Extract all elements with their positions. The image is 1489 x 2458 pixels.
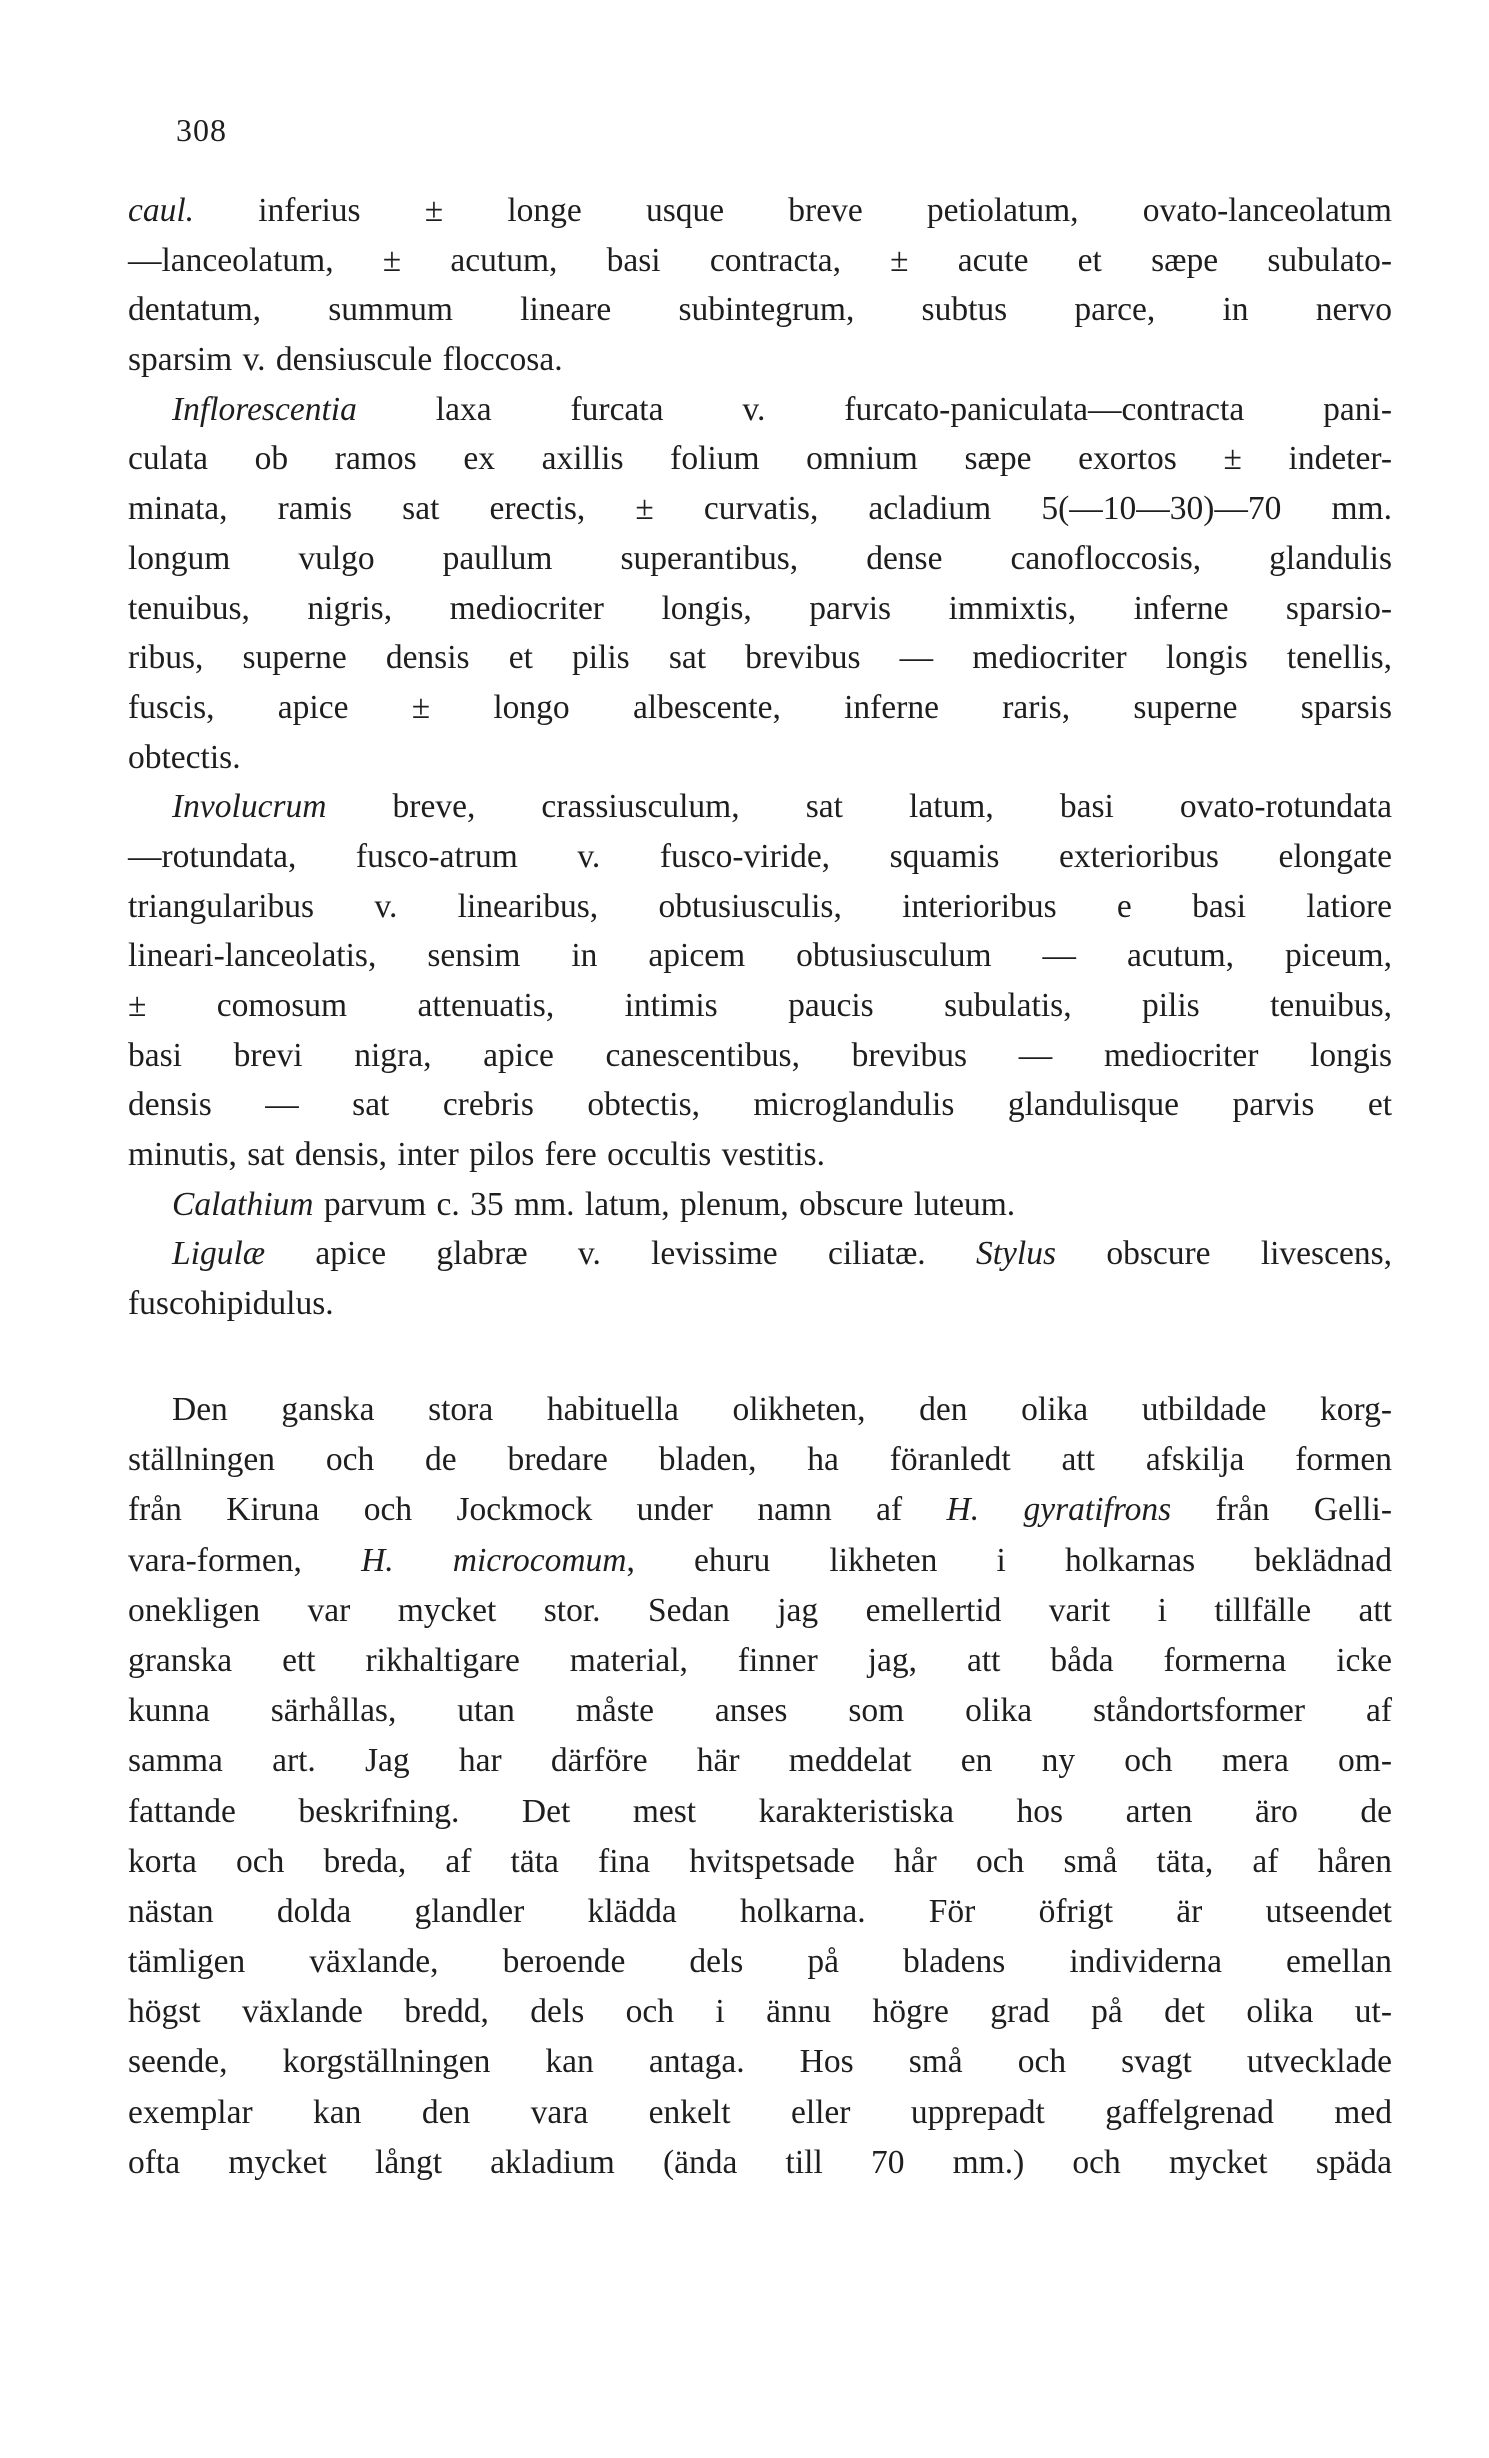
swedish-commentary [128,1385,1392,2188]
text-run: samma art. Jag har därföre här meddelat en ny och mera om- [128,1742,1392,1780]
text-run: basi brevi nigra, apice canescentibus, brevibus — mediocriter longis [128,1036,1392,1074]
text-run: lineari-lanceolatis, sensim in apicem obtusiusculum — acutum, piceum, [128,937,1392,975]
text-run: fuscohipidulus. [128,1285,334,1323]
italic-term: Ligulæ [172,1235,266,1273]
swedish-text-line [128,1686,1392,1736]
latin-text-line [128,1130,1392,1180]
text-run: ofta mycket långt akladium (ända till 70 mm.) och mycket späda [128,2143,1392,2181]
latin-text-line [128,1229,1392,1279]
text-run: fattande beskrifning. Det mest karakteristiska hos arten äro de [128,1792,1392,1830]
swedish-text-line [128,1837,1392,1887]
latin-text-line [128,434,1392,484]
text-run: granska ett rikhaltigare material, finner jag, att båda formerna icke [128,1641,1392,1679]
swedish-text-line [128,1937,1392,1987]
swedish-text-line [128,1485,1392,1535]
latin-text-line [128,484,1392,534]
italic-term: Inflorescentia [172,390,357,428]
text-run: exemplar kan den vara enkelt eller upprepadt gaffelgrenad med [128,2093,1392,2131]
italic-term: caul. [128,192,195,229]
swedish-text-line [128,2088,1392,2138]
swedish-text-line [128,2037,1392,2087]
italic-term: Involucrum [172,788,327,826]
latin-text-line [128,633,1392,683]
latin-text-line [128,335,1392,385]
text-run: longum vulgo paullum superantibus, dense canofloccosis, glandulis [128,539,1392,577]
text-run: densis — sat crebris obtectis, microglandulis glandulisque parvis et [128,1086,1392,1124]
swedish-text-line [128,1385,1392,1435]
latin-text-line [128,981,1392,1031]
text-run: onekligen var mycket stor. Sedan jag emellertid varit i tillfälle att [128,1591,1392,1629]
text-run: Den ganska stora habituella olikheten, den olika utbildade korg- [172,1391,1392,1428]
text-run: minata, ramis sat erectis, ± curvatis, acladium 5(—10—30)—70 mm. [128,490,1392,528]
text-run: apice glabræ v. levissime ciliatæ. [265,1235,976,1273]
italic-term: H. microcomum [361,1541,627,1579]
latin-text-line [128,683,1392,733]
text-run: inferius ± longe usque breve petiolatum, ovato-lanceolatum [194,192,1392,229]
latin-text-line [128,534,1392,584]
italic-term: H. gyratifrons [946,1491,1172,1529]
latin-text-line [128,1279,1392,1329]
text-run: nästan dolda glandler klädda holkarna. För öfrigt är utseendet [128,1892,1392,1930]
text-run: kunna särhållas, utan måste anses som olika ståndortsformer af [128,1692,1392,1730]
italic-term: Calathium [172,1185,314,1223]
swedish-text-line [128,1787,1392,1837]
swedish-text-line [128,1887,1392,1937]
latin-description [128,186,1392,1329]
latin-text-line [128,782,1392,832]
text-run: minutis, sat densis, inter pilos fere occultis vestitis. [128,1136,825,1174]
latin-text-line [128,186,1392,236]
latin-text-line [128,584,1392,634]
text-run: seende, korgställningen kan antaga. Hos små och svagt utvecklade [128,2043,1392,2081]
text-run: obtectis. [128,738,241,776]
text-run: högst växlande bredd, dels och i ännu högre grad på det olika ut- [128,1993,1392,2031]
latin-text-line [128,385,1392,435]
text-run: vara-formen, [128,1541,362,1579]
text-run: —rotundata, fusco-atrum v. fusco-viride, squamis exterioribus elongate [128,837,1392,875]
latin-text-line [128,1031,1392,1081]
text-run: , ehuru likheten i holkarnas beklädnad [626,1541,1392,1579]
swedish-text-line [128,1636,1392,1686]
swedish-text-line [128,2138,1392,2188]
swedish-text-line [128,1736,1392,1786]
swedish-text-line [128,1987,1392,2037]
latin-text-line [128,832,1392,882]
latin-text-line [128,1080,1392,1130]
text-run: breve, crassiusculum, sat latum, basi ovato-rotundata [326,788,1392,826]
text-run: fuscis, apice ± longo albescente, inferne raris, superne sparsis [128,688,1392,726]
text-run: culata ob ramos ex axillis folium omnium sæpe exortos ± indeter- [128,440,1392,478]
text-run: sparsim v. densiuscule floccosa. [128,341,563,379]
text-run: tämligen växlande, beroende dels på bladens individerna emellan [128,1943,1392,1981]
text-run: korta och breda, af täta fina hvitspetsade hår och små täta, af håren [128,1842,1392,1880]
page-number: 308 [176,112,227,148]
latin-text-line [128,733,1392,783]
text-run: från Kiruna och Jockmock under namn af [128,1491,947,1529]
latin-text-line [128,931,1392,981]
latin-text-line [128,882,1392,932]
swedish-text-line [128,1536,1392,1586]
text-run: ställningen och de bredare bladen, ha föranledt att afskilja formen [128,1441,1392,1479]
text-run: parvum c. 35 mm. latum, plenum, obscure luteum. [313,1185,1016,1223]
text-run: obscure livescens, [1056,1235,1392,1273]
latin-text-line [128,236,1392,286]
text-run: tenuibus, nigris, mediocriter longis, parvis immixtis, inferne sparsio- [128,589,1392,627]
latin-text-line [128,285,1392,335]
text-run: —lanceolatum, ± acutum, basi contracta, ± acute et sæpe subulato- [128,241,1392,279]
text-run: laxa furcata v. furcato-paniculata—contracta pani- [356,390,1392,428]
swedish-text-line [128,1586,1392,1636]
latin-text-line [128,1180,1392,1230]
text-run: dentatum, summum lineare subintegrum, subtus parce, in nervo [128,291,1392,329]
text-run: ribus, superne densis et pilis sat brevibus — mediocriter longis tenellis, [128,639,1392,677]
text-run: triangularibus v. linearibus, obtusiusculis, interioribus e basi latiore [128,887,1392,925]
italic-term: Stylus [975,1235,1057,1273]
text-run: från Gelli- [1171,1491,1392,1529]
text-run: ± comosum attenuatis, intimis paucis subulatis, pilis tenuibus, [128,987,1392,1024]
swedish-text-line [128,1435,1392,1485]
